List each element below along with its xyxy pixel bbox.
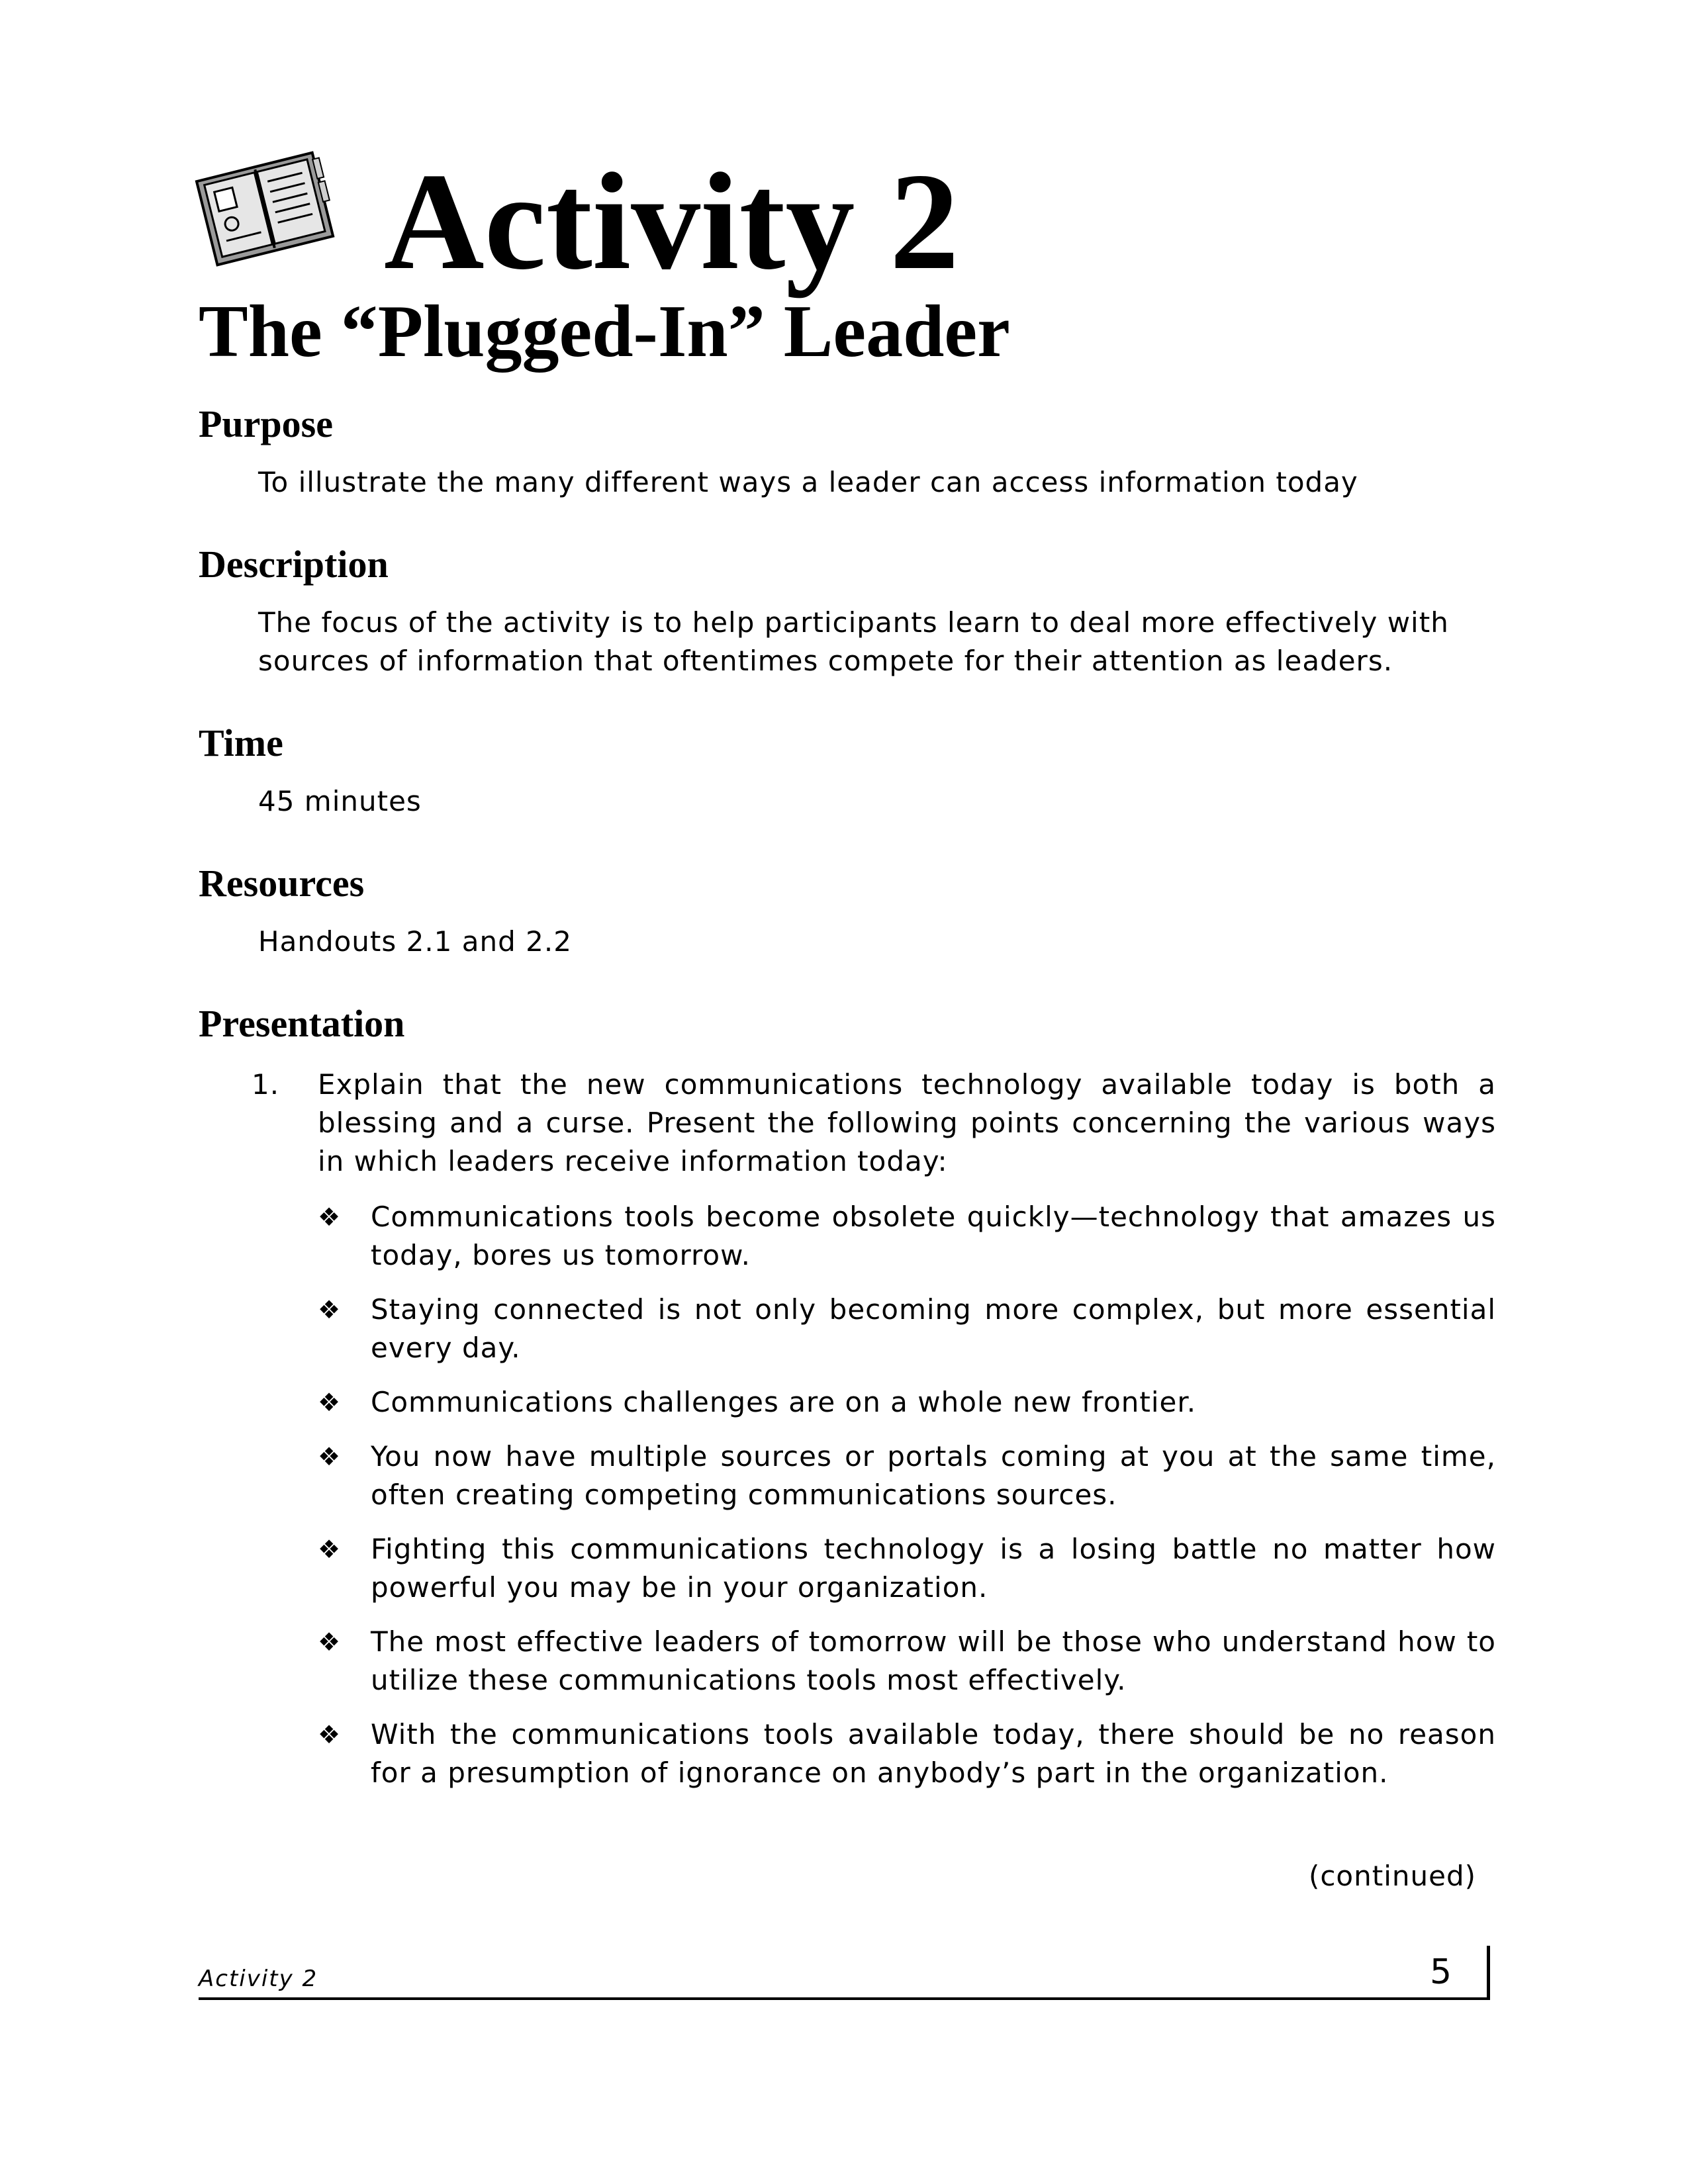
presentation-step (252, 1066, 1496, 1181)
bullet-item (318, 1198, 1496, 1275)
bullet-text: With the communications tools available today, there should be no reason for a presumption of ignorance on anybody’s part in the organization. (371, 1718, 1496, 1789)
bullet-item (318, 1530, 1496, 1607)
continued-note: (continued) (1308, 1860, 1476, 1892)
bullet-text: Staying connected is not only becoming more complex, but more essential every day. (371, 1293, 1496, 1364)
description-text: The focus of the activity is to help participants learn to deal more effectively with sources of information that oftentimes compete for their attention as leaders. (258, 606, 1449, 677)
time-text: 45 minutes (258, 785, 422, 817)
description-heading: Description (199, 543, 389, 586)
bullet-item (318, 1383, 1496, 1422)
footer-vertical-rule (1487, 1946, 1490, 2000)
purpose-text: To illustrate the many different ways a leader can access information today (258, 466, 1358, 498)
open-book-icon (193, 146, 339, 271)
bullet-text: You now have multiple sources or portals coming at you at the same time, often creating competing communications sources. (371, 1440, 1496, 1511)
diamond-bullet-icon: ❖ (318, 1388, 342, 1417)
bullet-item (318, 1437, 1496, 1514)
time-heading: Time (199, 721, 283, 764)
page-number: 5 (1430, 1952, 1452, 1992)
resources-text: Handouts 2.1 and 2.2 (258, 925, 572, 958)
step-number: 1. (252, 1068, 280, 1101)
diamond-bullet-icon: ❖ (318, 1442, 342, 1471)
bullet-item (318, 1623, 1496, 1700)
activity-title: Activity 2 (384, 145, 959, 298)
footer-label: Activity 2 (199, 1966, 318, 1992)
diamond-bullet-icon: ❖ (318, 1720, 342, 1749)
bullet-text: Communications tools become obsolete quickly—technology that amazes us today, bores us tomorrow. (371, 1201, 1496, 1271)
diamond-bullet-icon: ❖ (318, 1203, 342, 1232)
bullet-list (318, 1198, 1496, 1792)
presentation-heading: Presentation (199, 1002, 405, 1045)
diamond-bullet-icon: ❖ (318, 1535, 342, 1564)
bullet-item (318, 1715, 1496, 1792)
diamond-bullet-icon: ❖ (318, 1627, 342, 1657)
step-text: Explain that the new communications technology available today is both a blessing and a curse. Present the following points concerning the various ways in which leaders receive information today: (318, 1068, 1496, 1177)
diamond-bullet-icon: ❖ (318, 1295, 342, 1324)
purpose-heading: Purpose (199, 402, 333, 445)
bullet-text: Fighting this communications technology is a losing battle no matter how powerful you may be in your organization. (371, 1533, 1496, 1604)
presentation-steps (252, 1066, 1496, 1808)
page-title: The “Plugged-In” Leader (199, 291, 1010, 373)
bullet-item (318, 1291, 1496, 1367)
footer-rule (199, 1997, 1489, 2000)
bullet-text: Communications challenges are on a whole new frontier. (371, 1386, 1197, 1418)
bullet-text: The most effective leaders of tomorrow will be those who understand how to utilize these communications tools most effectively. (371, 1625, 1496, 1696)
resources-heading: Resources (199, 862, 365, 905)
